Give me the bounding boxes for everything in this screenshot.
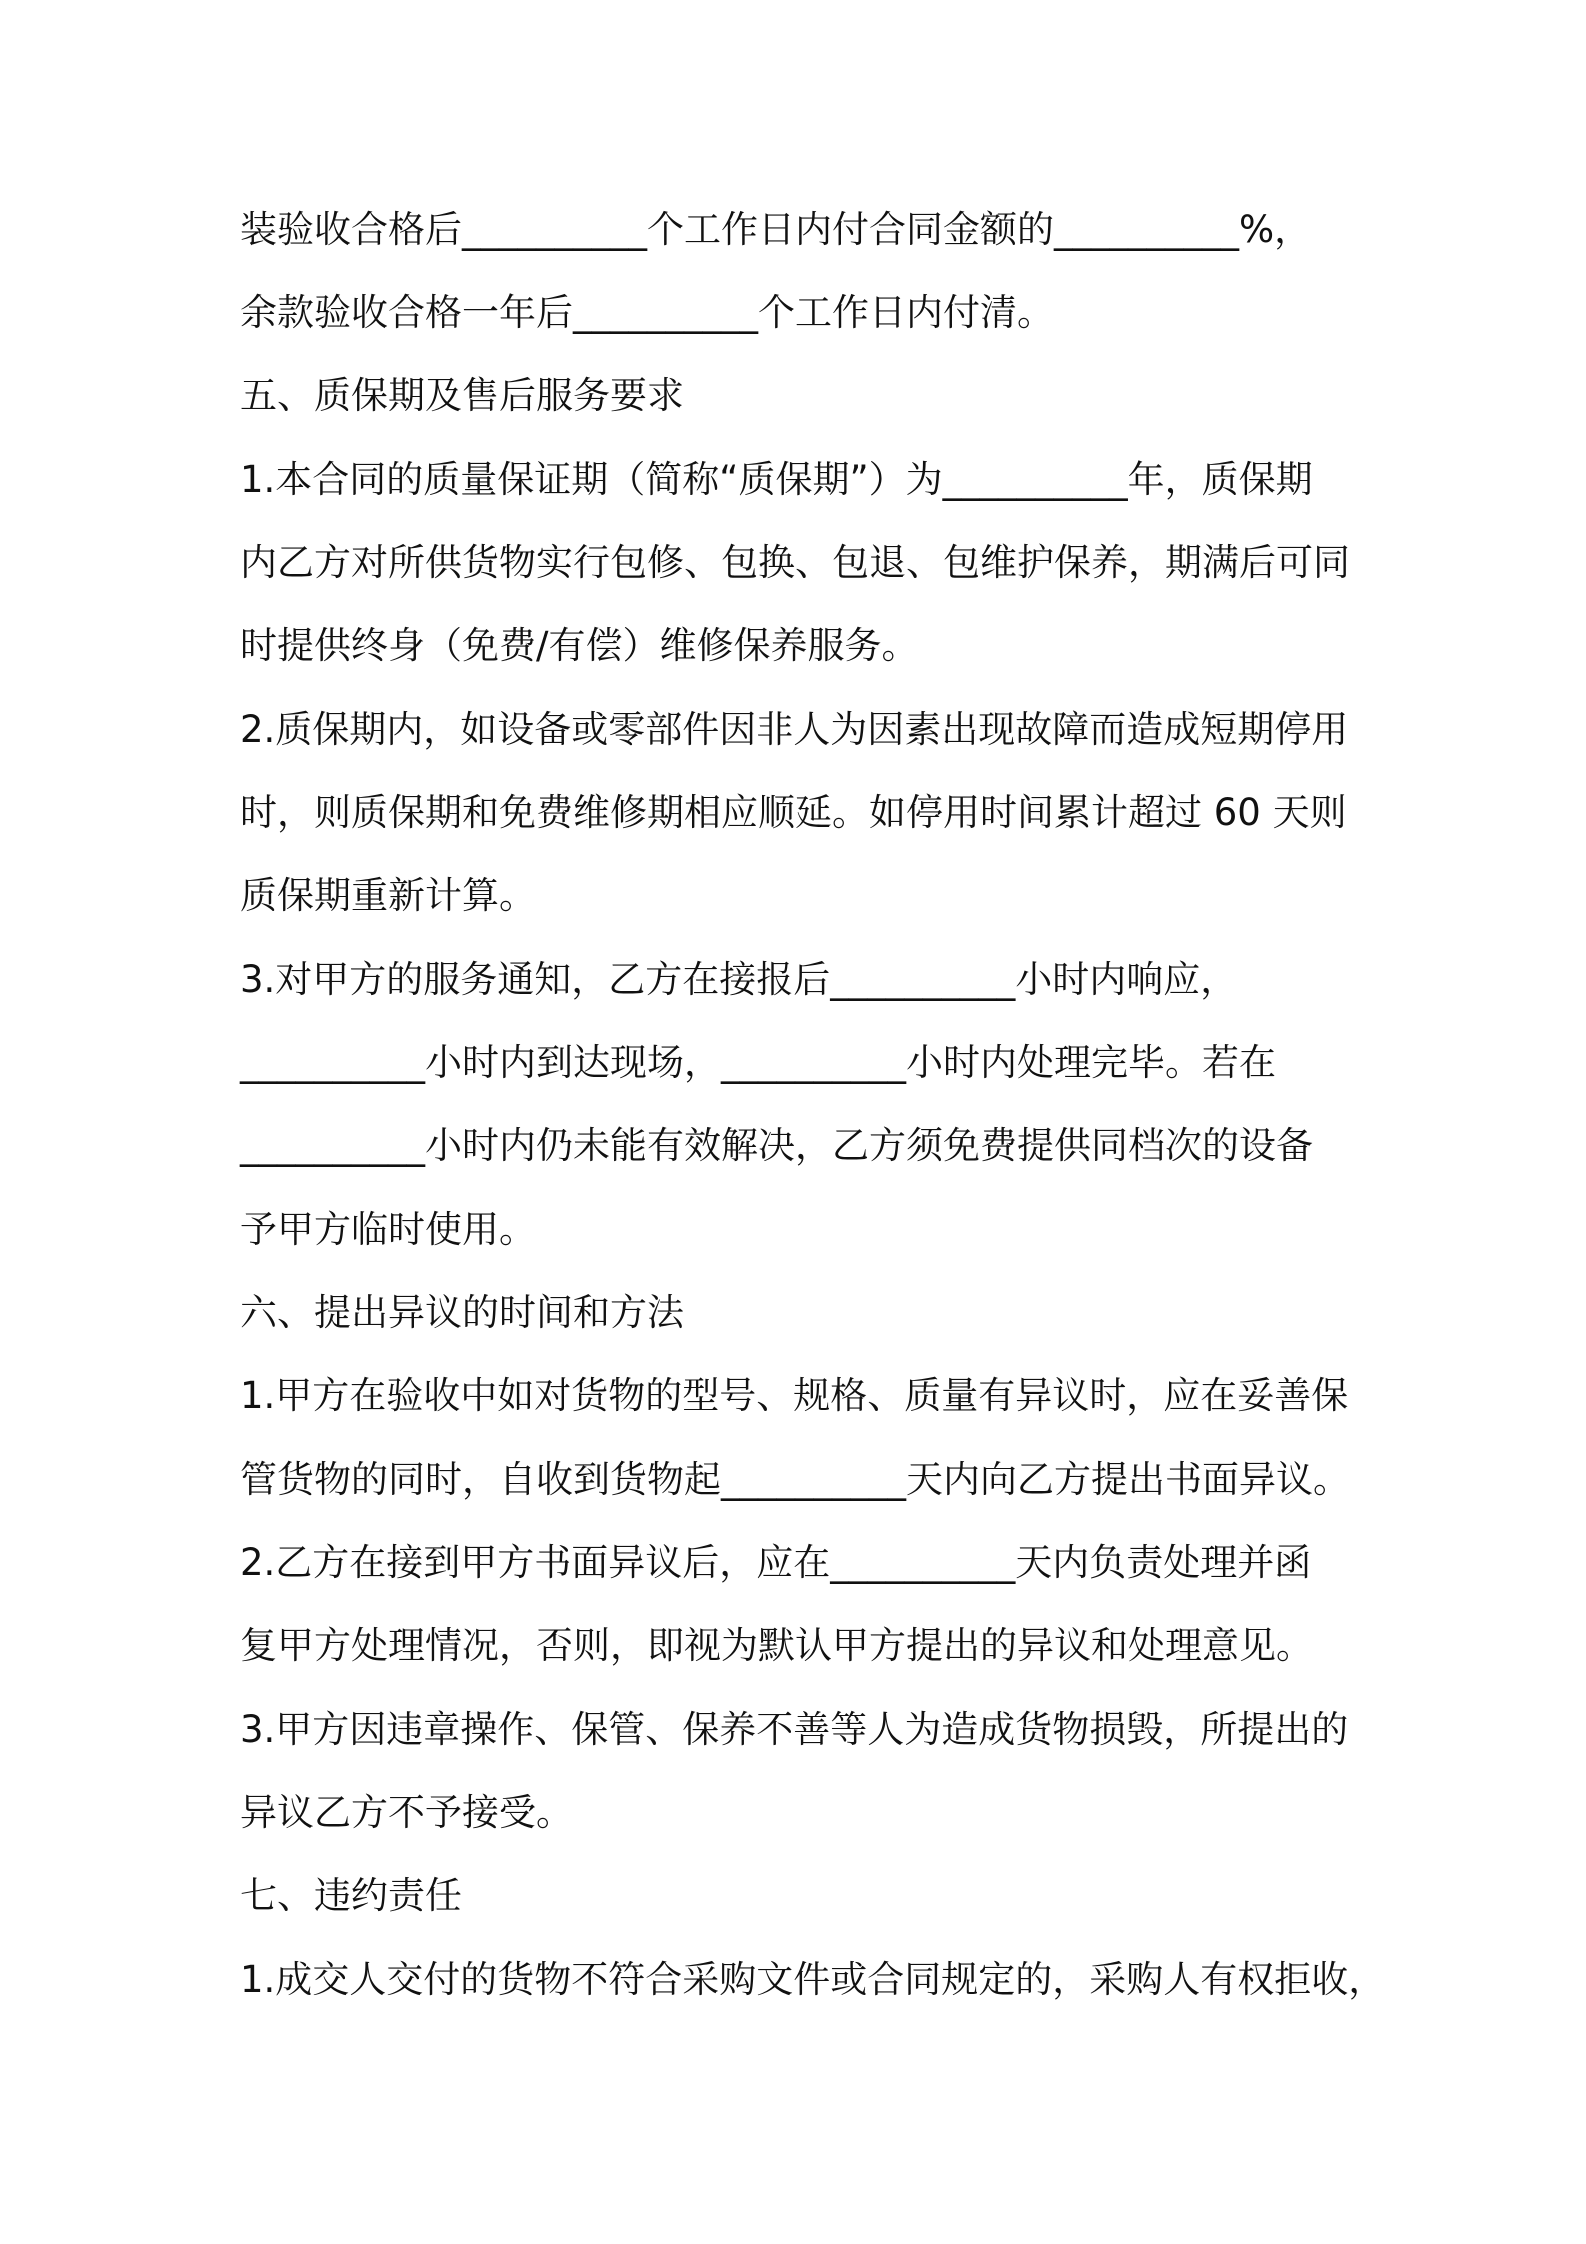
text-line: 异议乙方不予接受。 <box>240 1791 573 1834</box>
text-line: 2.乙方在接到甲方书面异议后，应在__________天内负责处理并函 <box>240 1541 1312 1584</box>
text-line: 2.质保期内，如设备或零部件因非人为因素出现故障而造成短期停用 <box>240 708 1349 751</box>
section-heading: 六、提出异议的时间和方法 <box>240 1291 684 1334</box>
text-line: 予甲方临时使用。 <box>240 1208 536 1251</box>
text-line: 管货物的同时，自收到货物起__________天内向乙方提出书面异议。 <box>240 1458 1350 1501</box>
text-line: 内乙方对所供货物实行包修、包换、包退、包维护保养，期满后可同 <box>240 541 1350 584</box>
text-line: 余款验收合格一年后__________个工作日内付清。 <box>240 291 1054 334</box>
text-line: 复甲方处理情况，否则，即视为默认甲方提出的异议和处理意见。 <box>240 1624 1313 1667</box>
text-line: __________小时内仍未能有效解决，乙方须免费提供同档次的设备 <box>240 1124 1313 1167</box>
text-line: 1.成交人交付的货物不符合采购文件或合同规定的，采购人有权拒收， <box>240 1958 1386 2001</box>
text-line: 3.甲方因违章操作、保管、保养不善等人为造成货物损毁，所提出的 <box>240 1708 1349 1751</box>
text-line: 装验收合格后__________个工作日内付合同金额的__________%， <box>240 208 1312 251</box>
text-line: 时，则质保期和免费维修期相应顺延。如停用时间累计超过 60 天则 <box>240 791 1347 834</box>
text-line: __________小时内到达现场，__________小时内处理完毕。若在 <box>240 1041 1276 1084</box>
text-line: 3.对甲方的服务通知，乙方在接报后__________小时内响应， <box>240 958 1238 1001</box>
text-line: 质保期重新计算。 <box>240 874 536 917</box>
text-line: 时提供终身（免费/有偿）维修保养服务。 <box>240 624 919 667</box>
section-heading: 五、质保期及售后服务要求 <box>240 374 684 417</box>
text-line: 1.本合同的质量保证期（简称“质保期”）为__________年，质保期 <box>240 458 1313 501</box>
text-line: 1.甲方在验收中如对货物的型号、规格、质量有异议时，应在妥善保 <box>240 1374 1349 1417</box>
section-heading: 七、违约责任 <box>240 1874 462 1917</box>
